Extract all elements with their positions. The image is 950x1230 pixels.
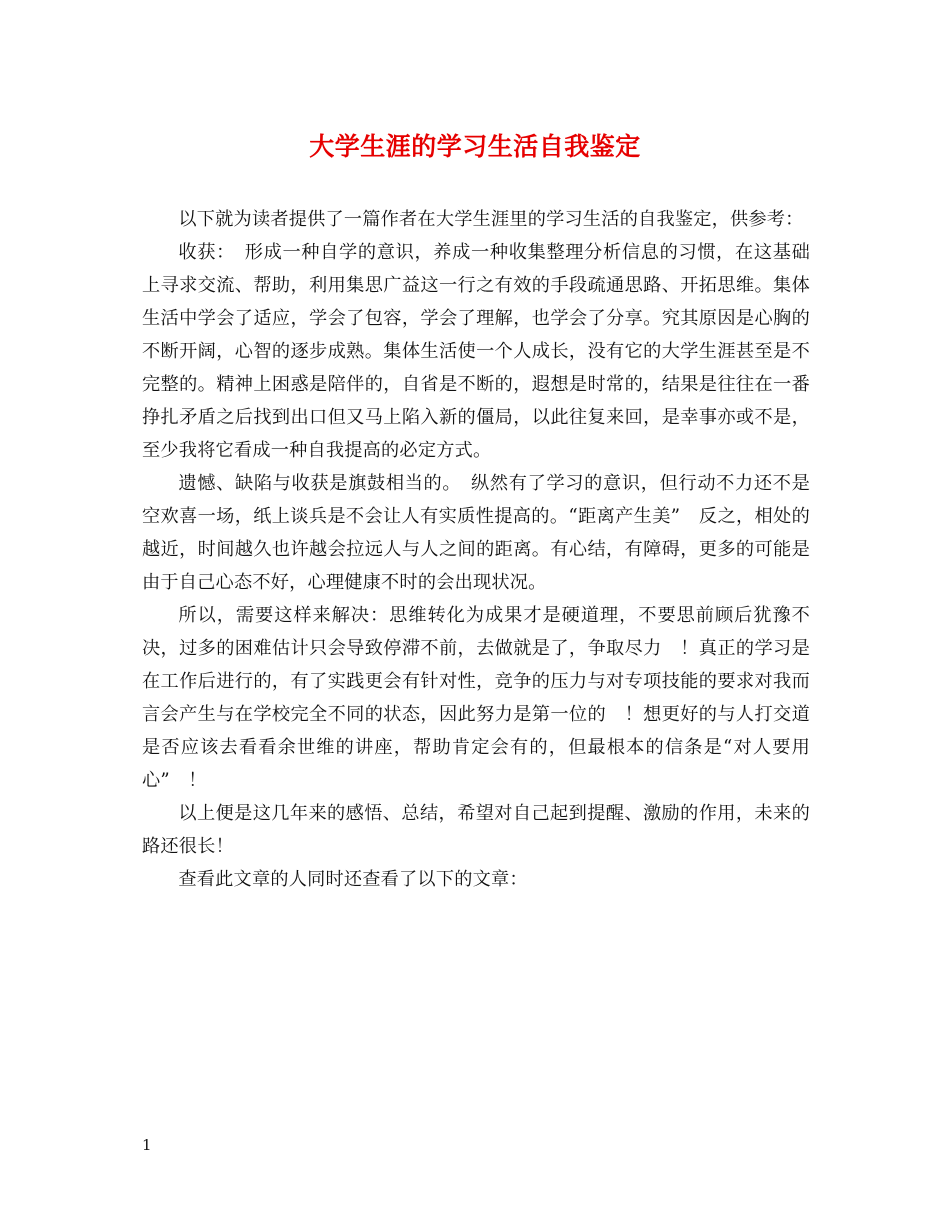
- document-body: [142, 203, 810, 896]
- page-number: 1: [142, 1136, 152, 1154]
- paragraph-related: 查看此文章的人同时还查看了以下的文章：: [178, 869, 528, 890]
- paragraph-solutions: 所以，需要这样来解决：思维转化为成果才是硬道理，不要思前顾后犹豫不决，过多的困难估计只会导致停滞不前，去做就是了，争取尽力 ！真正的学习是在工作后进行的，有了实践更会有针对性，竞争的压力与对专项技能的要求对我而言会产生与在学校完全不同的状态，因此努力是第一位的 ！想更好的与人打交道是否应该去看看余世维的讲座，帮助肯定会有的，但最根本的信条是“对人要用心” ！: [142, 605, 810, 791]
- paragraph-intro: 以下就为读者提供了一篇作者在大学生涯里的学习生活的自我鉴定，供参考：: [178, 209, 804, 230]
- paragraph-gains: 收获： 形成一种自学的意识，养成一种收集整理分析信息的习惯，在这基础上寻求交流、帮助，利用集思广益这一行之有效的手段疏通思路、开拓思维。集体生活中学会了适应，学会了包容，学会了理解，也学会了分享。究其原因是心胸的不断开阔，心智的逐步成熟。集体生活使一个人成长，没有它的大学生涯甚至是不完整的。精神上困惑是陪伴的，自省是不断的，遐想是时常的，结果是往往在一番挣扎矛盾之后找到出口但又马上陷入新的僵局，以此往复来回，是幸事亦或不是，至少我将它看成一种自我提高的必定方式。: [142, 242, 810, 461]
- document-title: 大学生涯的学习生活自我鉴定: [309, 132, 641, 161]
- paragraph-regrets: 遗憾、缺陷与收获是旗鼓相当的。 纵然有了学习的意识，但行动不力还不是空欢喜一场，纸上谈兵是不会让人有实质性提高的。“距离产生美” 反之，相处的越近，时间越久也许越会拉远人与人之间的距离。有心结，有障碍，更多的可能是由于自己心态不好，心理健康不时的会出现状况。: [142, 473, 810, 593]
- paragraph-summary: 以上便是这几年来的感悟、总结，希望对自己起到提醒、激励的作用，未来的路还很长！: [142, 803, 810, 857]
